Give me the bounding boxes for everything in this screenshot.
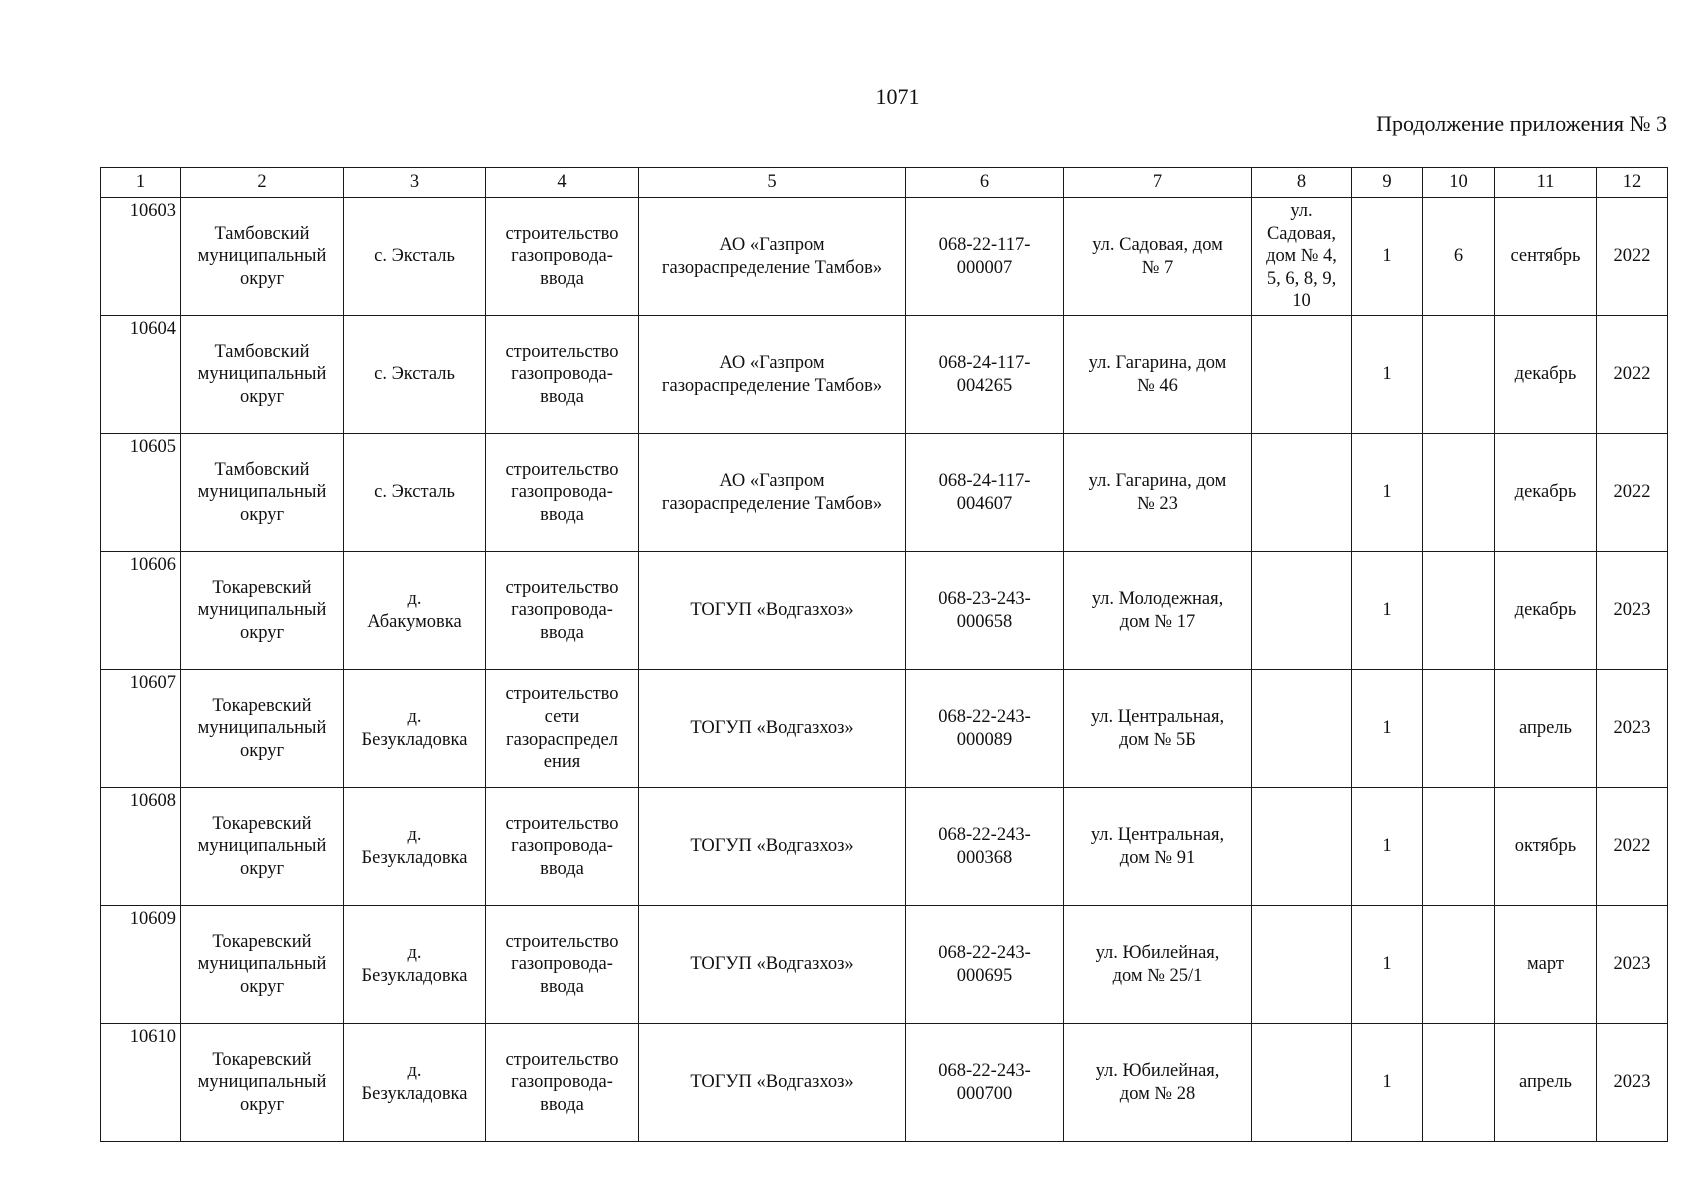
- locality-cell-line: с. Эксталь: [374, 482, 455, 503]
- district-cell-line: муниципальный: [197, 246, 327, 267]
- locality-cell: [344, 198, 486, 316]
- district-cell-line: Тамбовский: [214, 223, 310, 244]
- work-type-cell: [486, 788, 639, 906]
- district-cell: [181, 670, 344, 788]
- column-9-cell: 1: [1352, 788, 1423, 906]
- year-cell: 2023: [1597, 1024, 1668, 1142]
- district-cell-line: Токаревский: [212, 577, 312, 598]
- locality-cell-line: с. Эксталь: [374, 246, 455, 267]
- locality-cell-line: д.: [407, 942, 422, 963]
- locality-cell-line: Безукладовка: [361, 847, 468, 868]
- locality-cell-line: Безукладовка: [361, 729, 468, 750]
- year-cell: 2022: [1597, 434, 1668, 552]
- object-code-cell-line: 000658: [956, 611, 1013, 632]
- object-code-cell: [906, 552, 1064, 670]
- table-row: [101, 906, 1668, 1024]
- address-cell-line: № 46: [1137, 375, 1178, 396]
- organization-cell: [639, 788, 906, 906]
- table-row: [101, 788, 1668, 906]
- district-cell-line: округ: [239, 976, 285, 997]
- district-cell-line: округ: [239, 858, 285, 879]
- locality-cell-line: д.: [407, 824, 422, 845]
- object-code-cell-line: 068-24-117-: [938, 470, 1031, 491]
- row-number-cell: 10608: [101, 788, 181, 906]
- column-number: 7: [1064, 168, 1252, 198]
- object-code-cell-line: 000007: [956, 257, 1013, 278]
- column-number: 3: [344, 168, 486, 198]
- district-cell-line: Токаревский: [212, 1049, 312, 1070]
- object-code-cell-line: 004265: [956, 375, 1013, 396]
- table-row: [101, 1024, 1668, 1142]
- month-cell: декабрь: [1495, 552, 1597, 670]
- work-type-cell: [486, 552, 639, 670]
- column-9-cell: 1: [1352, 552, 1423, 670]
- district-cell: [181, 552, 344, 670]
- object-code-cell-line: 000089: [956, 729, 1013, 750]
- work-type-cell: [486, 316, 639, 434]
- work-type-cell-line: газопровода-: [511, 1072, 613, 1093]
- locality-cell-line: Абакумовка: [367, 611, 462, 632]
- year-cell: 2022: [1597, 788, 1668, 906]
- work-type-cell: [486, 1024, 639, 1142]
- address-cell-line: ул. Молодежная,: [1091, 588, 1224, 609]
- additional-addresses-cell-line: 10: [1292, 291, 1311, 312]
- additional-addresses-cell: [1252, 552, 1352, 670]
- registry-body: [101, 198, 1668, 1142]
- column-number: 11: [1495, 168, 1597, 198]
- locality-cell-line: Безукладовка: [361, 965, 468, 986]
- address-cell-line: ул. Центральная,: [1090, 706, 1225, 727]
- organization-cell: [639, 316, 906, 434]
- work-type-cell-line: ввода: [540, 976, 584, 997]
- district-cell-line: муниципальный: [197, 600, 327, 621]
- additional-addresses-cell-line: Садовая,: [1266, 223, 1337, 244]
- additional-addresses-cell: [1252, 434, 1352, 552]
- work-type-cell-line: газопровода-: [511, 482, 613, 503]
- year-cell: 2023: [1597, 670, 1668, 788]
- object-code-cell: [906, 316, 1064, 434]
- column-10-cell: [1423, 788, 1495, 906]
- column-10-cell: [1423, 906, 1495, 1024]
- district-cell-line: муниципальный: [197, 718, 327, 739]
- organization-cell: [639, 434, 906, 552]
- locality-cell-line: с. Эксталь: [374, 364, 455, 385]
- district-cell: [181, 434, 344, 552]
- address-cell-line: ул. Садовая, дом: [1092, 234, 1223, 255]
- address-cell-line: ул. Гагарина, дом: [1088, 352, 1227, 373]
- year-cell: 2022: [1597, 198, 1668, 316]
- year-cell: 2023: [1597, 552, 1668, 670]
- address-cell-line: дом № 5Б: [1119, 729, 1196, 750]
- address-cell-line: № 7: [1141, 257, 1174, 278]
- work-type-cell-line: строительство: [505, 459, 619, 480]
- address-cell: [1064, 552, 1252, 670]
- work-type-cell-line: сети: [544, 706, 580, 727]
- column-9-cell: 1: [1352, 316, 1423, 434]
- month-cell: апрель: [1495, 1024, 1597, 1142]
- work-type-cell-line: ввода: [540, 622, 584, 643]
- row-number-cell: 10607: [101, 670, 181, 788]
- object-code-cell-line: 068-22-117-: [938, 234, 1031, 255]
- month-cell: апрель: [1495, 670, 1597, 788]
- address-cell-line: ул. Юбилейная,: [1095, 942, 1220, 963]
- address-cell-line: ул. Юбилейная,: [1095, 1060, 1220, 1081]
- column-number: 12: [1597, 168, 1668, 198]
- district-cell-line: округ: [239, 622, 285, 643]
- organization-cell-line: АО «Газпром: [719, 234, 825, 255]
- object-code-cell-line: 068-22-243-: [938, 1060, 1031, 1081]
- column-number: 9: [1352, 168, 1423, 198]
- district-cell-line: Тамбовский: [214, 341, 310, 362]
- registry-table: [100, 167, 1668, 1142]
- district-cell-line: Токаревский: [212, 695, 312, 716]
- work-type-cell: [486, 434, 639, 552]
- year-cell: 2022: [1597, 316, 1668, 434]
- column-number: 6: [906, 168, 1064, 198]
- organization-cell-line: АО «Газпром: [719, 352, 825, 373]
- address-cell-line: дом № 28: [1119, 1083, 1196, 1104]
- address-cell-line: ул. Гагарина, дом: [1088, 470, 1227, 491]
- work-type-cell-line: строительство: [505, 684, 619, 705]
- column-number: 4: [486, 168, 639, 198]
- work-type-cell-line: ввода: [540, 268, 584, 289]
- district-cell-line: муниципальный: [197, 1072, 327, 1093]
- locality-cell-line: Безукладовка: [361, 1083, 468, 1104]
- work-type-cell: [486, 670, 639, 788]
- column-9-cell: 1: [1352, 906, 1423, 1024]
- organization-cell-line: ТОГУП «Водгазхоз»: [690, 1072, 854, 1093]
- column-9-cell: 1: [1352, 434, 1423, 552]
- locality-cell: [344, 788, 486, 906]
- work-type-cell-line: строительство: [505, 223, 619, 244]
- column-number: 10: [1423, 168, 1495, 198]
- address-cell: [1064, 670, 1252, 788]
- table-row: [101, 434, 1668, 552]
- year-cell: 2023: [1597, 906, 1668, 1024]
- table-row: [101, 316, 1668, 434]
- district-cell-line: округ: [239, 1094, 285, 1115]
- work-type-cell: [486, 906, 639, 1024]
- column-number: 2: [181, 168, 344, 198]
- month-cell: октябрь: [1495, 788, 1597, 906]
- locality-cell: [344, 552, 486, 670]
- object-code-cell-line: 004607: [956, 493, 1013, 514]
- locality-cell-line: д.: [407, 1060, 422, 1081]
- column-number: 5: [639, 168, 906, 198]
- work-type-cell-line: строительство: [505, 931, 619, 952]
- column-10-cell: [1423, 1024, 1495, 1142]
- row-number-cell: 10605: [101, 434, 181, 552]
- work-type-cell-line: строительство: [505, 577, 619, 598]
- address-cell-line: дом № 91: [1119, 847, 1196, 868]
- object-code-cell-line: 000700: [956, 1083, 1013, 1104]
- object-code-cell-line: 068-22-243-: [938, 824, 1031, 845]
- column-10-cell: [1423, 670, 1495, 788]
- additional-addresses-cell-line: дом № 4,: [1266, 246, 1337, 267]
- organization-cell-line: ТОГУП «Водгазхоз»: [690, 718, 854, 739]
- additional-addresses-cell: [1252, 906, 1352, 1024]
- locality-cell: [344, 316, 486, 434]
- organization-cell: [639, 198, 906, 316]
- address-cell: [1064, 1024, 1252, 1142]
- month-cell: сентябрь: [1495, 198, 1597, 316]
- work-type-cell-line: ввода: [540, 504, 584, 525]
- locality-cell-line: д.: [407, 706, 422, 727]
- table-row: [101, 198, 1668, 316]
- organization-cell: [639, 670, 906, 788]
- work-type-cell-line: ввода: [540, 858, 584, 879]
- object-code-cell: [906, 198, 1064, 316]
- work-type-cell-line: ввода: [540, 1094, 584, 1115]
- work-type-cell-line: строительство: [505, 813, 619, 834]
- month-cell: декабрь: [1495, 316, 1597, 434]
- work-type-cell-line: строительство: [505, 341, 619, 362]
- object-code-cell-line: 000695: [956, 965, 1013, 986]
- object-code-cell: [906, 670, 1064, 788]
- additional-addresses-cell: [1252, 198, 1352, 316]
- column-number-row: [101, 168, 1668, 198]
- address-cell: [1064, 906, 1252, 1024]
- column-10-cell: [1423, 434, 1495, 552]
- row-number-cell: 10609: [101, 906, 181, 1024]
- organization-cell-line: газораспределение Тамбов»: [661, 375, 883, 396]
- locality-cell-line: д.: [407, 588, 422, 609]
- organization-cell-line: газораспределение Тамбов»: [661, 493, 883, 514]
- district-cell: [181, 906, 344, 1024]
- additional-addresses-cell-line: ул.: [1290, 201, 1313, 222]
- object-code-cell: [906, 906, 1064, 1024]
- address-cell: [1064, 198, 1252, 316]
- address-cell-line: дом № 17: [1119, 611, 1196, 632]
- row-number-cell: 10603: [101, 198, 181, 316]
- district-cell-line: Токаревский: [212, 813, 312, 834]
- object-code-cell-line: 068-24-117-: [938, 352, 1031, 373]
- work-type-cell-line: газопровода-: [511, 954, 613, 975]
- column-number: 8: [1252, 168, 1352, 198]
- locality-cell: [344, 670, 486, 788]
- table-row: [101, 670, 1668, 788]
- work-type-cell-line: газораспредел: [506, 729, 618, 750]
- address-cell-line: дом № 25/1: [1112, 965, 1203, 986]
- work-type-cell-line: газопровода-: [511, 836, 613, 857]
- row-number-cell: 10610: [101, 1024, 181, 1142]
- column-9-cell: 1: [1352, 670, 1423, 788]
- additional-addresses-cell: [1252, 316, 1352, 434]
- month-cell: декабрь: [1495, 434, 1597, 552]
- district-cell: [181, 198, 344, 316]
- district-cell: [181, 316, 344, 434]
- district-cell-line: Тамбовский: [214, 459, 310, 480]
- address-cell-line: ул. Центральная,: [1090, 824, 1225, 845]
- work-type-cell-line: газопровода-: [511, 364, 613, 385]
- address-cell-line: № 23: [1137, 493, 1178, 514]
- work-type-cell-line: строительство: [505, 1049, 619, 1070]
- district-cell-line: округ: [239, 740, 285, 761]
- object-code-cell: [906, 1024, 1064, 1142]
- object-code-cell-line: 068-23-243-: [938, 588, 1031, 609]
- district-cell-line: муниципальный: [197, 364, 327, 385]
- locality-cell: [344, 434, 486, 552]
- district-cell-line: муниципальный: [197, 954, 327, 975]
- district-cell-line: муниципальный: [197, 836, 327, 857]
- page-number: 1071: [875, 84, 920, 109]
- organization-cell: [639, 1024, 906, 1142]
- month-cell: март: [1495, 906, 1597, 1024]
- column-10-cell: 6: [1423, 198, 1495, 316]
- locality-cell: [344, 906, 486, 1024]
- column-number: 1: [101, 168, 181, 198]
- additional-addresses-cell-line: 5, 6, 8, 9,: [1266, 268, 1337, 289]
- column-9-cell: 1: [1352, 198, 1423, 316]
- work-type-cell-line: ввода: [540, 386, 584, 407]
- address-cell: [1064, 316, 1252, 434]
- district-cell: [181, 1024, 344, 1142]
- additional-addresses-cell: [1252, 1024, 1352, 1142]
- organization-cell-line: ТОГУП «Водгазхоз»: [690, 836, 854, 857]
- appendix-continuation-label: Продолжение приложения № 3: [1376, 111, 1667, 136]
- object-code-cell-line: 068-22-243-: [938, 942, 1031, 963]
- column-10-cell: [1423, 552, 1495, 670]
- additional-addresses-cell: [1252, 670, 1352, 788]
- additional-addresses-cell: [1252, 788, 1352, 906]
- work-type-cell-line: газопровода-: [511, 246, 613, 267]
- object-code-cell: [906, 788, 1064, 906]
- object-code-cell: [906, 434, 1064, 552]
- organization-cell: [639, 552, 906, 670]
- district-cell-line: Токаревский: [212, 931, 312, 952]
- district-cell-line: округ: [239, 386, 285, 407]
- locality-cell: [344, 1024, 486, 1142]
- organization-cell-line: ТОГУП «Водгазхоз»: [690, 954, 854, 975]
- organization-cell-line: АО «Газпром: [719, 470, 825, 491]
- row-number-cell: 10604: [101, 316, 181, 434]
- organization-cell-line: ТОГУП «Водгазхоз»: [690, 600, 854, 621]
- object-code-cell-line: 000368: [956, 847, 1013, 868]
- address-cell: [1064, 788, 1252, 906]
- district-cell-line: муниципальный: [197, 482, 327, 503]
- work-type-cell-line: ения: [543, 752, 581, 773]
- address-cell: [1064, 434, 1252, 552]
- district-cell-line: округ: [239, 504, 285, 525]
- organization-cell-line: газораспределение Тамбов»: [661, 257, 883, 278]
- column-10-cell: [1423, 316, 1495, 434]
- organization-cell: [639, 906, 906, 1024]
- district-cell: [181, 788, 344, 906]
- work-type-cell-line: газопровода-: [511, 600, 613, 621]
- district-cell-line: округ: [239, 268, 285, 289]
- column-9-cell: 1: [1352, 1024, 1423, 1142]
- object-code-cell-line: 068-22-243-: [938, 706, 1031, 727]
- work-type-cell: [486, 198, 639, 316]
- row-number-cell: 10606: [101, 552, 181, 670]
- table-row: [101, 552, 1668, 670]
